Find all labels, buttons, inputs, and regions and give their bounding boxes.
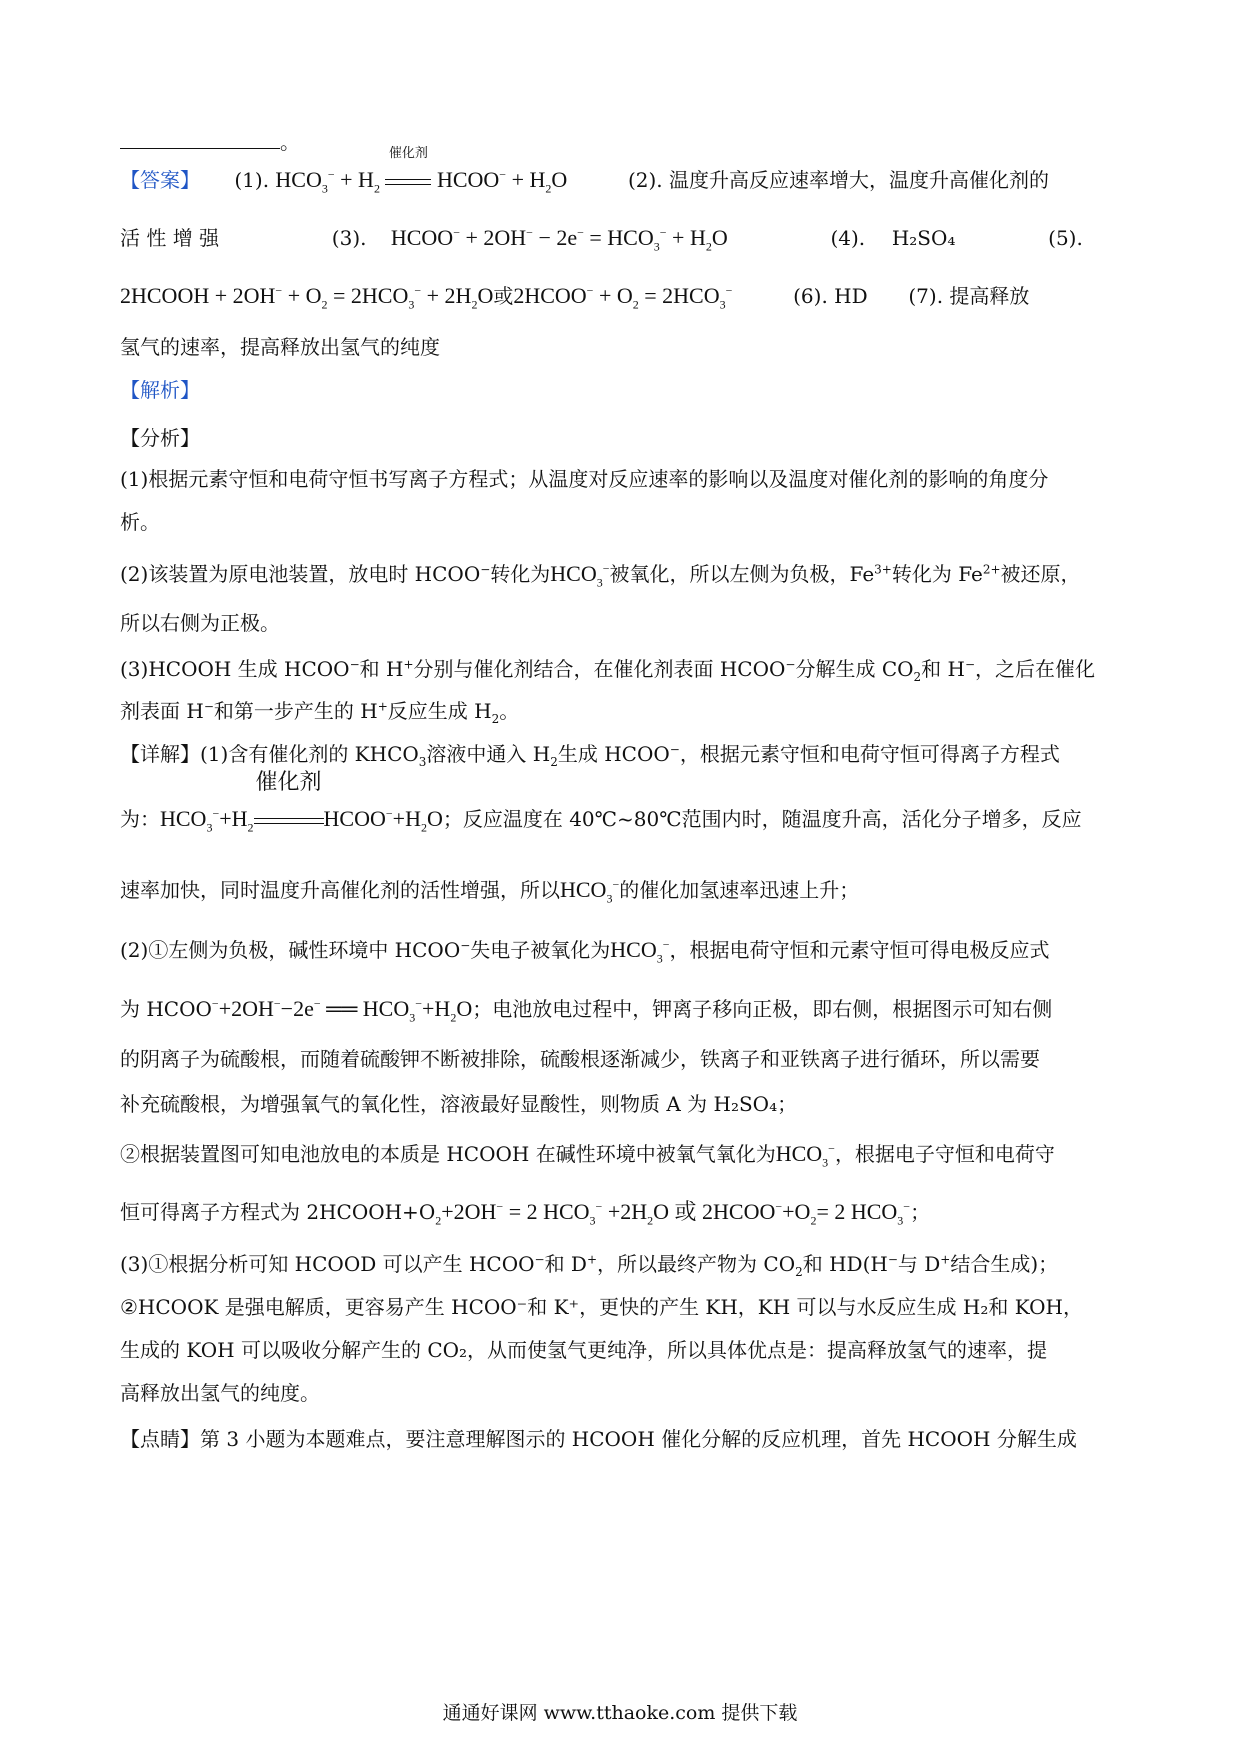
a2-part-4: 转化为 Fe bbox=[891, 562, 983, 586]
detail-label: 【详解】 bbox=[120, 742, 200, 766]
a2-part-1: (2)该装置为原电池装置，放电时 HCOO bbox=[120, 562, 481, 586]
d10-part-1: (3)①根据分析可知 HCOOD 可以产生 HCOO bbox=[120, 1252, 535, 1276]
fenxi-label: 【分析】 bbox=[120, 426, 200, 450]
dianjing-label: 【点睛】 bbox=[120, 1427, 200, 1451]
d3-part-2: 的催化加氢速率迅速上升； bbox=[619, 878, 860, 902]
analysis-label: 【解析】 bbox=[120, 378, 200, 402]
a3-part-8: 和第一步产生的 H bbox=[213, 699, 378, 723]
answer-part-2-cont: 活 性 增 强 bbox=[120, 226, 220, 250]
answer-part-3-num: (3). bbox=[331, 226, 367, 250]
detail-line-6: 的阴离子为硫酸根，而随着硫酸钾不断被排除，硫酸根逐渐减少，铁离子和亚铁离子进行循环，所以需要 bbox=[120, 1047, 1040, 1071]
answer-part-1-num: (1). bbox=[234, 168, 270, 192]
a3-part-9: 反应生成 H bbox=[387, 699, 492, 723]
equation-3: HCOO− + $2OH^- - 2e^- = HCO_3^- + H_2O$ bbox=[390, 225, 728, 254]
a2-part-5: 被还原， bbox=[1000, 562, 1081, 586]
answer-blank-line bbox=[120, 128, 1130, 156]
answer-line-4: 氢气的速率，提高释放出氢气的纯度 bbox=[120, 335, 440, 359]
answer-label: 【答案】 bbox=[120, 168, 200, 192]
detail-line-13: 高释放出氢气的纯度。 bbox=[120, 1381, 320, 1405]
a3-part-5: 和 H bbox=[921, 657, 965, 681]
a3-part-7: 剂表面 H bbox=[120, 699, 204, 723]
catalyst-label: 催化剂 bbox=[388, 145, 428, 160]
detail-line-12: 生成的 KOH 可以吸收分解产生的 CO₂，从而使氢气更纯净，所以具体优点是：提高释放氢气的速率，提 bbox=[120, 1338, 1048, 1362]
detail-equation-1: $HCO_3^-+H_2$ 催化剂 $HCOO^-+H_2O$ bbox=[160, 770, 443, 835]
hco3-ion-2: $HCO_3^-$ bbox=[560, 877, 620, 906]
analysis-line-3b: 剂表面 H−和第一步产生的 H+反应生成 $H_2$。 bbox=[120, 699, 520, 726]
catalyst-arrow bbox=[385, 145, 431, 194]
answer-line-2 bbox=[120, 224, 1130, 252]
d8-part-2: ，根据电子守恒和电荷守 bbox=[834, 1142, 1055, 1166]
answer-part-2-num: (2). bbox=[627, 168, 663, 192]
d8-part-1: ②根据装置图可知电池放电的本质是 HCOOH 在碱性环境中被氧气氧化为 bbox=[120, 1142, 776, 1166]
detail-line-10: (3)①根据分析可知 HCOOD 可以产生 HCOO−和 D+，所以最终产物为 $CO_2$和 HD(H−与 D+结合生成)； bbox=[120, 1252, 1059, 1279]
detail-line-5 bbox=[120, 995, 1130, 1023]
hco3-ion-3: $HCO_3^-$ bbox=[610, 937, 670, 966]
analysis-line-3: (3)HCOOH 生成 HCOO−和 H+分别与催化剂结合，在催化剂表面 HCOO−分解生成 $CO_2$和 H−，之后在催化 bbox=[120, 657, 1096, 684]
equation-5a: 2HCOOH + $2OH^- + O_2 = 2HCO_3^- + 2H_2O$ bbox=[120, 283, 494, 312]
detail-line-3 bbox=[120, 876, 1130, 904]
detail-line-9 bbox=[120, 1198, 1130, 1226]
d2-part-2: ；反应温度在 40℃~80℃范围内时，随温度升高，活化分子增多，反应 bbox=[442, 807, 1082, 831]
answer-part-6-num: (6). bbox=[793, 284, 828, 308]
answer-part-5-num: (5). bbox=[1048, 226, 1083, 250]
dianjing-text: 第 3 小题为本题难点，要注意理解图示的 HCOOH 催化分解的反应机理，首先 HCOOH 分解生成 bbox=[200, 1427, 1077, 1451]
d1-part-1: (1)含有催化剂的 KHCO bbox=[200, 742, 419, 766]
answer-part-7-num: (7). bbox=[908, 284, 944, 308]
d5-part-1: 为 HCOO bbox=[120, 997, 212, 1021]
detail-line-11: ②HCOOK 是强电解质，更容易产生 HCOO⁻和 K⁺，更快的产生 KH，KH 可以与水反应生成 H₂和 KOH， bbox=[120, 1295, 1083, 1319]
d9-part-1: 恒可得离子方程式为 2HCOOH+O bbox=[120, 1200, 436, 1224]
d3-part-1: 速率加快，同时温度升高催化剂的活性增强，所以 bbox=[120, 878, 560, 902]
d10-part-3: ，所以最终产物为 CO bbox=[597, 1252, 796, 1276]
or-word: 或 bbox=[493, 284, 514, 308]
analysis-line-2: (2)该装置为原电池装置，放电时 HCOO−转化为$HCO_3^-$被氧化，所以左侧为负极，$Fe^{3+}$转化为 $Fe^{2+}$被还原， bbox=[120, 561, 1081, 590]
detail-line-4: (2)①左侧为负极，碱性环境中 HCOO−失电子被氧化为$HCO_3^-$，根据电荷守恒和元素守恒可得电极反应式 bbox=[120, 937, 1050, 966]
fill-in-blank bbox=[120, 130, 280, 149]
analysis-line-2b: 所以右侧为正极。 bbox=[120, 611, 280, 635]
d1-part-2: 溶液中通入 H bbox=[426, 742, 551, 766]
d9-part-2: ； bbox=[910, 1200, 931, 1224]
d10-part-6: 结合生成)； bbox=[950, 1252, 1059, 1276]
answer-part-6-value: HD bbox=[834, 284, 868, 308]
d4-part-1: (2)①左侧为负极，碱性环境中 HCOO bbox=[120, 938, 461, 962]
answer-part-7-text: 提高释放 bbox=[949, 284, 1030, 308]
equation-1: $HCO_3^- + H_2$ 催化剂 HCOO− + $H_2O$ bbox=[275, 145, 568, 196]
a3-part-6: ，之后在催化 bbox=[975, 657, 1096, 681]
detail-line-7: 补充硫酸根，为增强氧气的氧化性，溶液最好显酸性，则物质 A 为 H₂SO₄； bbox=[120, 1092, 798, 1116]
a3-part-3: 分别与催化剂结合，在催化剂表面 HCOO bbox=[413, 657, 786, 681]
dianjing-line bbox=[120, 1425, 1130, 1453]
period: 。 bbox=[280, 130, 300, 154]
d10-part-4: 和 HD(H bbox=[802, 1252, 888, 1276]
a2-part-2: 转化为 bbox=[490, 562, 551, 586]
detail-line-1: 【详解】(1)含有催化剂的 $KHCO_3$溶液中通入 $H_2$生成 HCOO−，根据元素守恒和电荷守恒可得离子方程式 bbox=[120, 742, 1060, 769]
d5-part-2: ；电池放电过程中，钾离子移向正极，即右侧，根据图示可知右侧 bbox=[472, 997, 1053, 1021]
d10-part-5: 与 D bbox=[897, 1252, 941, 1276]
detail-line-8 bbox=[120, 1140, 1130, 1168]
catalyst-arrow-large bbox=[254, 770, 324, 833]
d2-part-1: 为： bbox=[120, 807, 160, 831]
a2-part-3: 被氧化，所以左侧为负极，Fe bbox=[609, 562, 875, 586]
electrode-equation: −+2OH−−2e− ══ $HCO_3^-+H_2O$ bbox=[211, 996, 473, 1025]
a3-part-10: 。 bbox=[499, 699, 520, 723]
hco3-ion-4: $HCO_3^-$ bbox=[775, 1141, 835, 1170]
answer-part-4-num: (4). bbox=[830, 226, 866, 250]
d4-part-3: ，根据电荷守恒和元素守恒可得电极反应式 bbox=[669, 938, 1050, 962]
answer-part-2-text: 温度升高反应速率增大，温度升高催化剂的 bbox=[669, 168, 1050, 192]
d1-part-4: ，根据元素守恒和电荷守恒可得离子方程式 bbox=[679, 742, 1060, 766]
d1-part-3: 生成 HCOO bbox=[557, 742, 670, 766]
cell-equation: $_2$+2OH− = 2 $HCO_3^- +2H_2O$ 或 $2HCOO^-+O_2= 2$ $HCO_3^-$ bbox=[435, 1199, 911, 1228]
a3-part-4: 分解生成 CO bbox=[795, 657, 914, 681]
analysis-line-1b: 析。 bbox=[120, 510, 160, 534]
detail-line-2 bbox=[120, 770, 1130, 835]
a3-part-1: (3)HCOOH 生成 HCOO bbox=[120, 657, 350, 681]
analysis-line-1: (1)根据元素守恒和电荷守恒书写离子方程式；从温度对反应速率的影响以及温度对催化剂的影响的角度分 bbox=[120, 467, 1049, 491]
d10-part-2: 和 D bbox=[544, 1252, 587, 1276]
page-footer: 通通好课网 www.tthaoke.com 提供下载 bbox=[442, 1702, 798, 1724]
a3-part-2: 和 H bbox=[359, 657, 404, 681]
hco3-ion: $HCO_3^-$ bbox=[550, 561, 610, 590]
equation-5b: 2HCOO− + $O_2 = 2HCO_3^-$ bbox=[513, 283, 733, 312]
answer-line-3 bbox=[120, 282, 1130, 310]
catalyst-label-large: 催化剂 bbox=[255, 770, 322, 795]
d4-part-2: 失电子被氧化为 bbox=[470, 938, 611, 962]
answer-part-4-value: H₂SO₄ bbox=[891, 226, 956, 250]
answer-line-1 bbox=[120, 145, 1130, 196]
